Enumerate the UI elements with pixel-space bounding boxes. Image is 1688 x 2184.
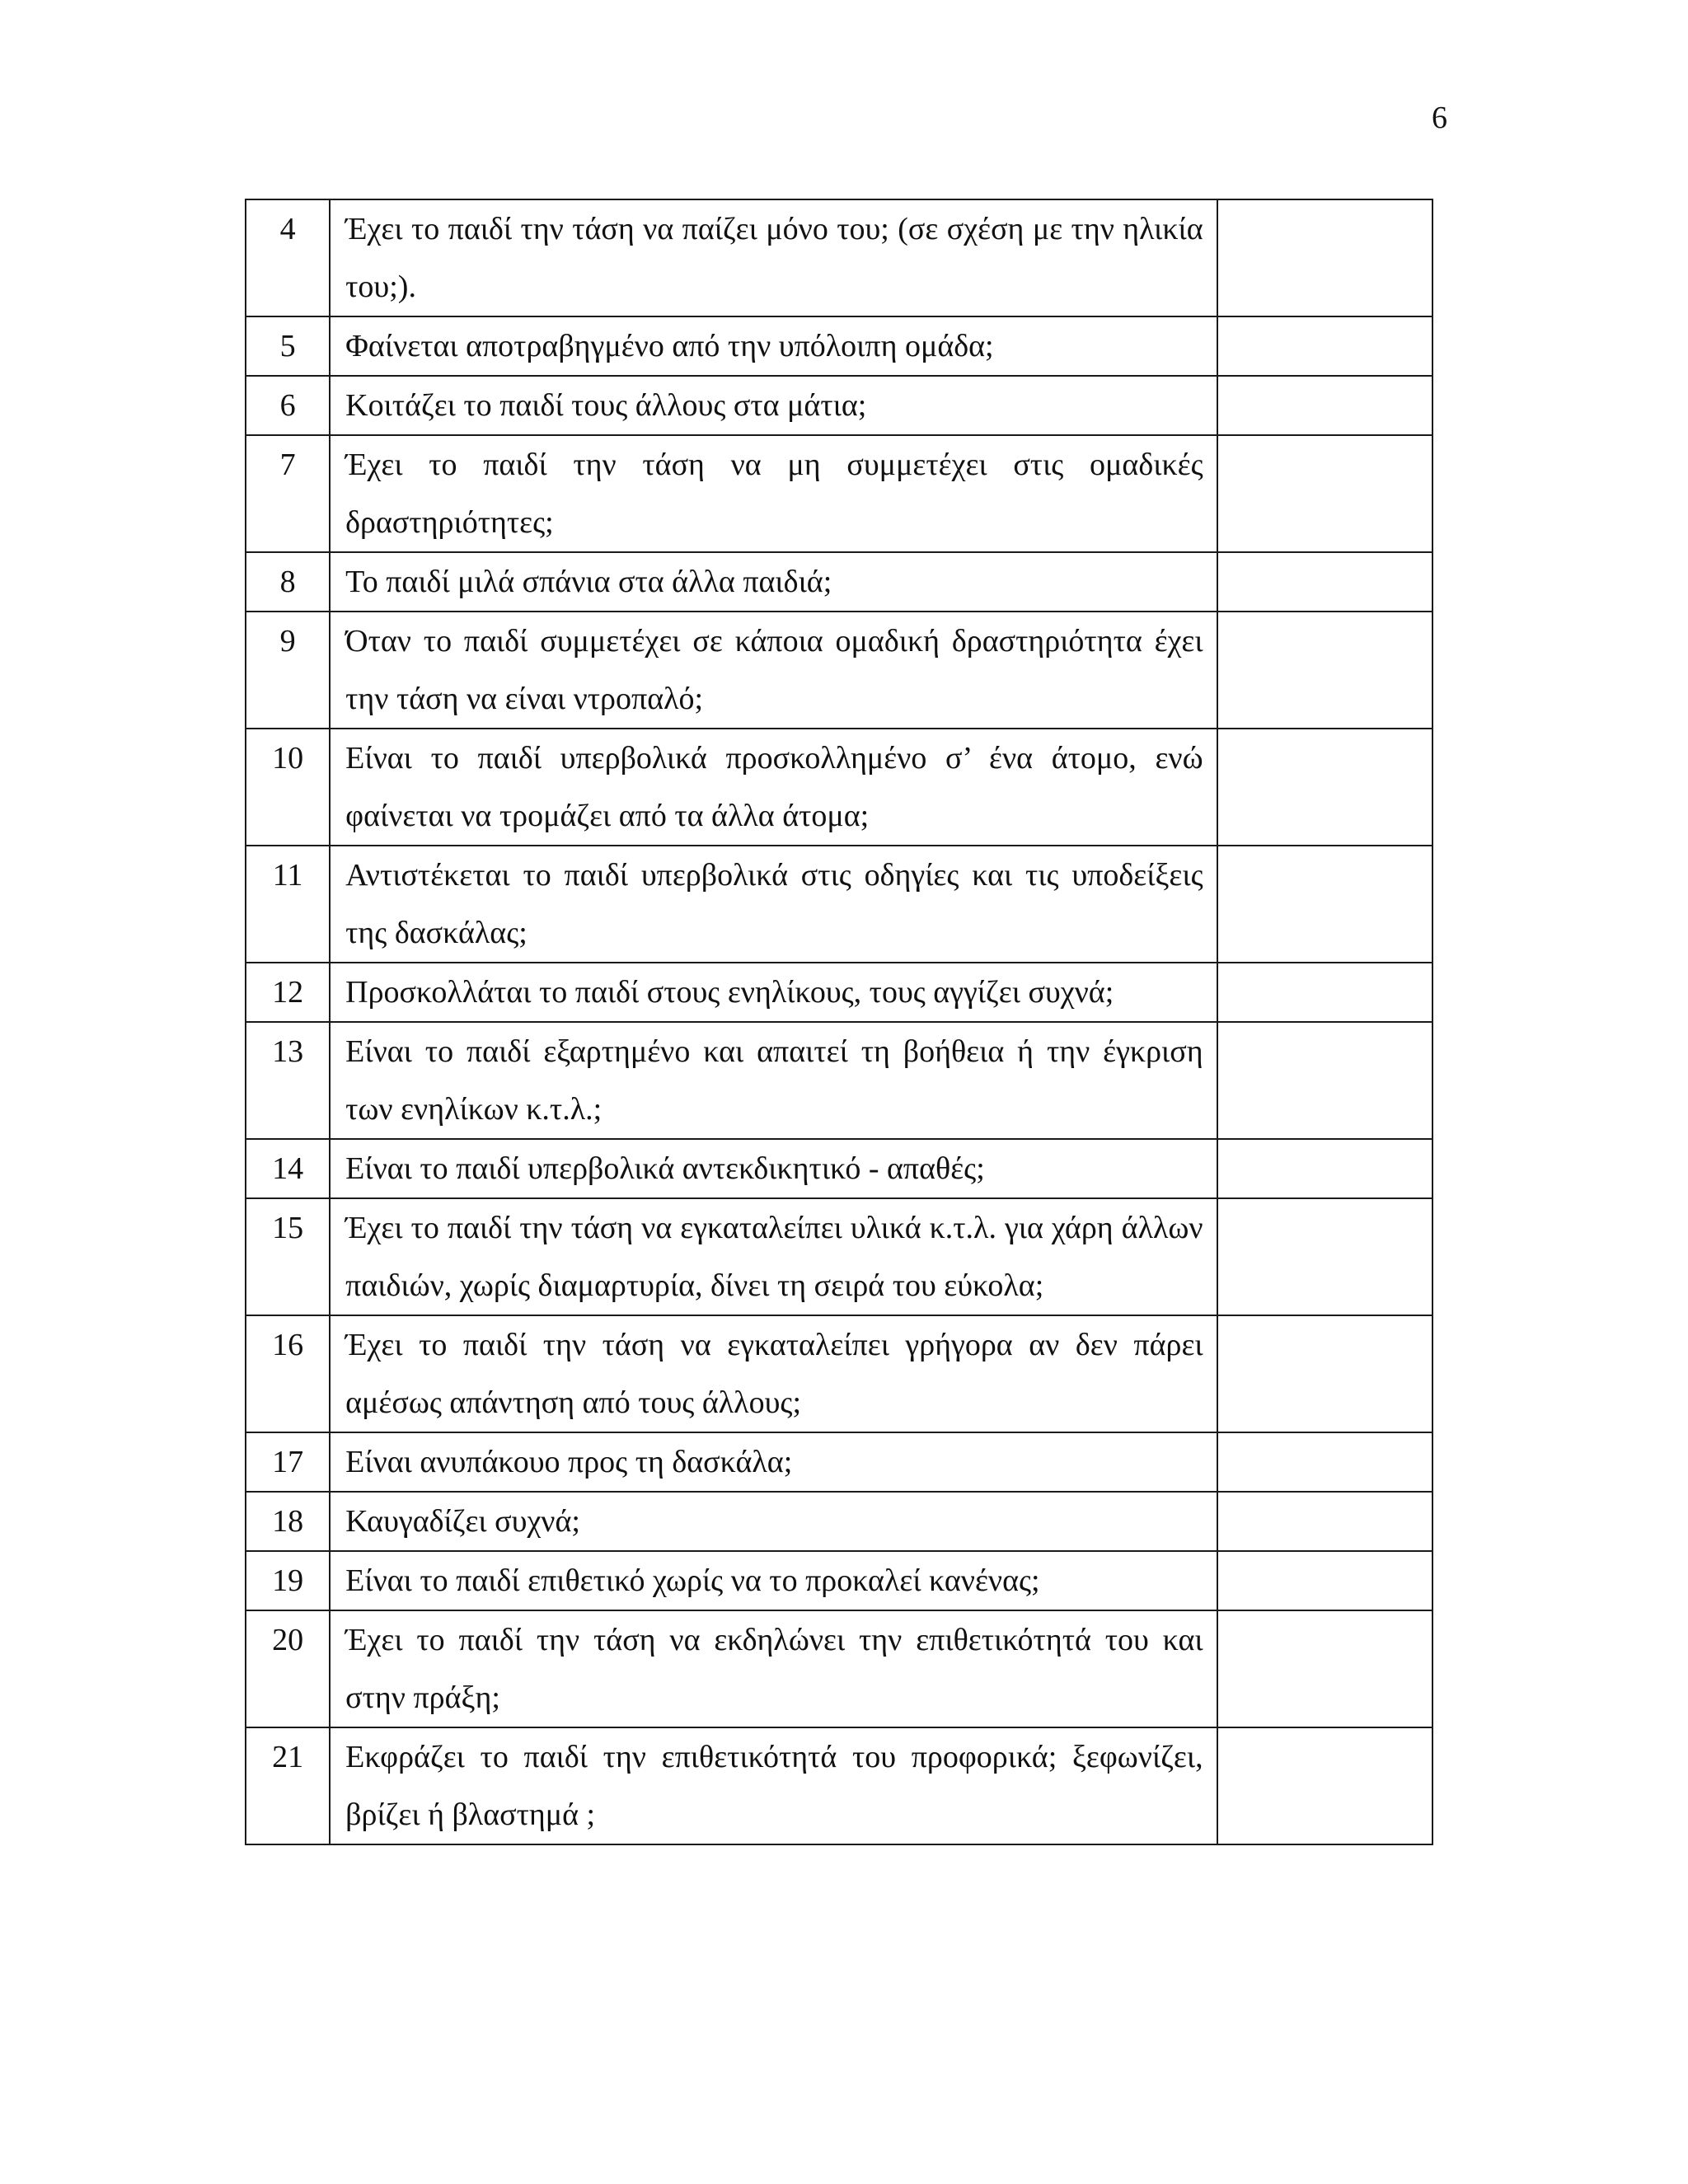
question-row: [246, 1432, 1432, 1492]
question-text: Εκφράζει το παιδί την επιθετικότητά του προφορικά; ξεφωνίζει, βρίζει ή βλαστημά ;: [330, 1727, 1217, 1844]
question-row: [246, 316, 1432, 376]
page-number: 6: [1432, 101, 1447, 135]
answer-cell[interactable]: [1217, 1492, 1432, 1551]
question-number: 8: [246, 552, 330, 612]
question-row: [246, 199, 1432, 316]
question-text: Είναι το παιδί επιθετικό χωρίς να το προκαλεί κανένας;: [330, 1551, 1217, 1610]
answer-cell[interactable]: [1217, 316, 1432, 376]
question-text: Είναι το παιδί εξαρτημένο και απαιτεί τη βοήθεια ή την έγκριση των ενηλίκων κ.τ.λ.;: [330, 1022, 1217, 1139]
answer-cell[interactable]: [1217, 1315, 1432, 1432]
question-text: Το παιδί μιλά σπάνια στα άλλα παιδιά;: [330, 552, 1217, 612]
question-row: [246, 435, 1432, 552]
question-number: 7: [246, 435, 330, 552]
question-row: [246, 1198, 1432, 1315]
question-row: [246, 729, 1432, 846]
question-number: 15: [246, 1198, 330, 1315]
answer-cell[interactable]: [1217, 1198, 1432, 1315]
answer-cell[interactable]: [1217, 846, 1432, 963]
question-number: 18: [246, 1492, 330, 1551]
answer-cell[interactable]: [1217, 1022, 1432, 1139]
question-row: [246, 1492, 1432, 1551]
question-row: [246, 963, 1432, 1022]
question-number: 12: [246, 963, 330, 1022]
question-number: 6: [246, 376, 330, 435]
question-text: Είναι το παιδί υπερβολικά αντεκδικητικό - απαθές;: [330, 1139, 1217, 1198]
question-row: [246, 1315, 1432, 1432]
answer-cell[interactable]: [1217, 963, 1432, 1022]
answer-cell[interactable]: [1217, 1551, 1432, 1610]
answer-cell[interactable]: [1217, 1432, 1432, 1492]
answer-cell[interactable]: [1217, 729, 1432, 846]
question-text: Είναι το παιδί υπερβολικά προσκολλημένο σ’ ένα άτομο, ενώ φαίνεται να τρομάζει από τα άλλα άτομα;: [330, 729, 1217, 846]
question-number: 19: [246, 1551, 330, 1610]
question-row: [246, 552, 1432, 612]
question-text: Έχει το παιδί την τάση να παίζει μόνο του; (σε σχέση με την ηλικία του;).: [330, 199, 1217, 316]
question-text: Όταν το παιδί συμμετέχει σε κάποια ομαδική δραστηριότητα έχει την τάση να είναι ντροπαλό;: [330, 612, 1217, 729]
question-text: Έχει το παιδί την τάση να εγκαταλείπει υλικά κ.τ.λ. για χάρη άλλων παιδιών, χωρίς διαμαρτυρία, δίνει τη σειρά του εύκολα;: [330, 1198, 1217, 1315]
question-row: [246, 612, 1432, 729]
questionnaire-table: [245, 199, 1433, 1845]
question-rows: [246, 199, 1432, 1844]
question-row: [246, 1022, 1432, 1139]
answer-cell[interactable]: [1217, 612, 1432, 729]
answer-cell[interactable]: [1217, 1610, 1432, 1727]
question-text: Έχει το παιδί την τάση να εκδηλώνει την επιθετικότητά του και στην πράξη;: [330, 1610, 1217, 1727]
question-number: 9: [246, 612, 330, 729]
question-number: 13: [246, 1022, 330, 1139]
question-text: Φαίνεται αποτραβηγμένο από την υπόλοιπη ομάδα;: [330, 316, 1217, 376]
question-row: [246, 1610, 1432, 1727]
question-number: 10: [246, 729, 330, 846]
answer-cell[interactable]: [1217, 199, 1432, 316]
question-number: 20: [246, 1610, 330, 1727]
question-number: 21: [246, 1727, 330, 1844]
question-text: Αντιστέκεται το παιδί υπερβολικά στις οδηγίες και τις υποδείξεις της δασκάλας;: [330, 846, 1217, 963]
question-text: Κοιτάζει το παιδί τους άλλους στα μάτια;: [330, 376, 1217, 435]
question-number: 14: [246, 1139, 330, 1198]
question-text: Έχει το παιδί την τάση να μη συμμετέχει στις ομαδικές δραστηριότητες;: [330, 435, 1217, 552]
question-number: 11: [246, 846, 330, 963]
question-text: Προσκολλάται το παιδί στους ενηλίκους, τους αγγίζει συχνά;: [330, 963, 1217, 1022]
question-row: [246, 846, 1432, 963]
question-row: [246, 1139, 1432, 1198]
answer-cell[interactable]: [1217, 1139, 1432, 1198]
question-text: Είναι ανυπάκουο προς τη δασκάλα;: [330, 1432, 1217, 1492]
question-number: 16: [246, 1315, 330, 1432]
question-number: 4: [246, 199, 330, 316]
question-text: Έχει το παιδί την τάση να εγκαταλείπει γρήγορα αν δεν πάρει αμέσως απάντηση από τους άλλους;: [330, 1315, 1217, 1432]
question-row: [246, 1551, 1432, 1610]
answer-cell[interactable]: [1217, 1727, 1432, 1844]
answer-cell[interactable]: [1217, 376, 1432, 435]
answer-cell[interactable]: [1217, 435, 1432, 552]
question-text: Καυγαδίζει συχνά;: [330, 1492, 1217, 1551]
question-number: 17: [246, 1432, 330, 1492]
question-number: 5: [246, 316, 330, 376]
question-row: [246, 376, 1432, 435]
answer-cell[interactable]: [1217, 552, 1432, 612]
question-row: [246, 1727, 1432, 1844]
